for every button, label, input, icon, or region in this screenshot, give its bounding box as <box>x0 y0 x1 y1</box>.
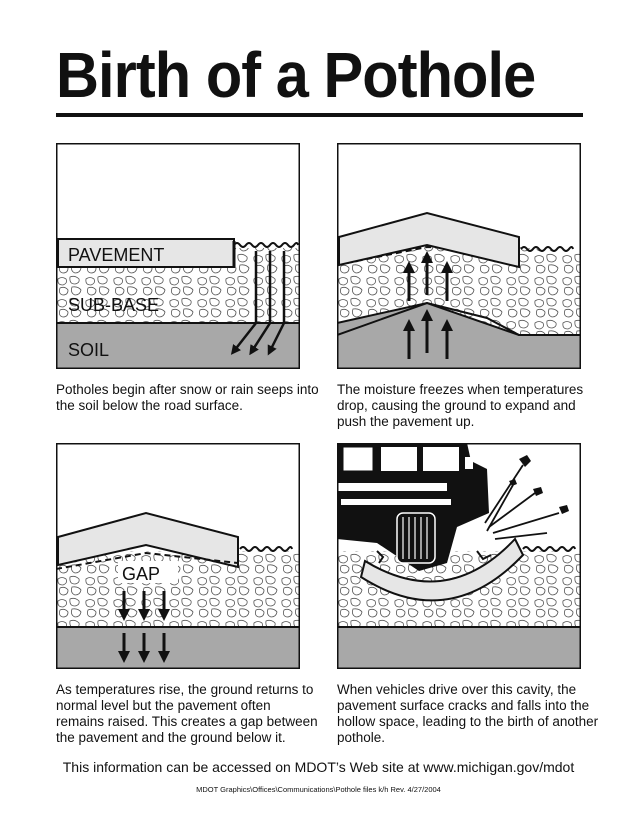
panel-gap <box>56 443 300 669</box>
panel-seepage <box>56 143 300 369</box>
caption-gap: As temperatures rise, the ground returns to normal level but the pavement often remains raised. This creates a gap between the pavement and the ground below it. <box>56 682 318 745</box>
caption-seepage: Potholes begin after snow or rain seeps into the soil below the road surface. <box>56 382 319 413</box>
caption-pothole: When vehicles drive over this cavity, the pavement surface cracks and falls into the hollow space, leading to the birth of another pothole. <box>337 682 599 745</box>
title-underline <box>56 113 583 117</box>
soil-layer <box>56 627 300 669</box>
soil-label: SOIL <box>68 340 110 360</box>
footer-info: This information can be accessed on MDOT’s Web site at www.michigan.gov/mdot <box>62 759 575 775</box>
subbase-label: SUB-BASE <box>68 295 160 315</box>
soil-layer <box>337 627 581 669</box>
caption-freeze: The moisture freezes when temperatures drop, causing the ground to expand and push the pavement up. <box>337 382 584 429</box>
panel-pothole <box>337 443 581 669</box>
page-title: Birth of a Pothole <box>56 39 536 111</box>
panel-freeze <box>337 143 581 369</box>
gap-label: GAP <box>122 564 161 584</box>
pavement-label: PAVEMENT <box>68 245 165 265</box>
credit-line: MDOT Graphics\Offices\Communications\Pothole files k/h Rev. 4/27/2004 <box>196 785 441 794</box>
